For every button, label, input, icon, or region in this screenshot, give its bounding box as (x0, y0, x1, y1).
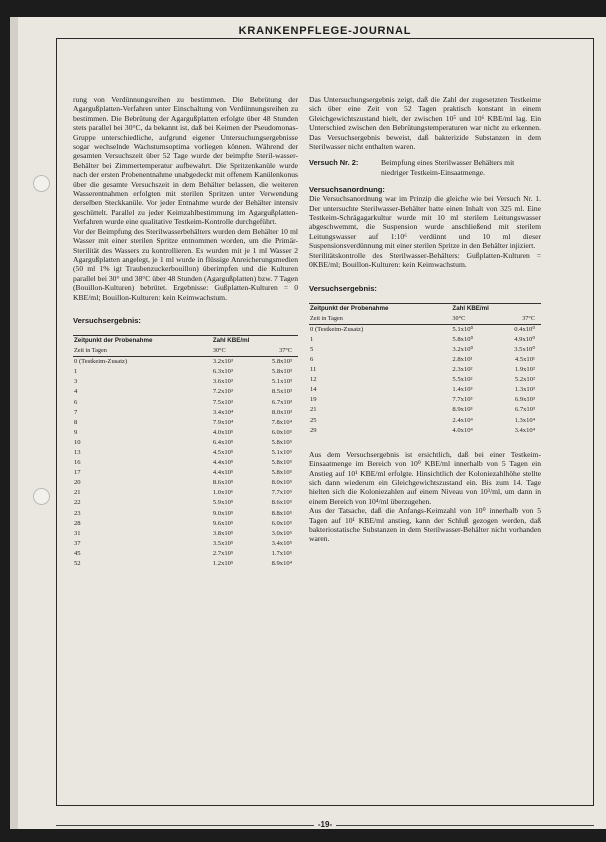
cell-days: 6 (74, 398, 78, 406)
cell-30c: 3.6x10³ (212, 378, 233, 386)
table-row (309, 335, 541, 345)
cell-days: 23 (74, 509, 81, 517)
setup-heading: Versuchsanordnung: (309, 185, 385, 195)
cell-days: 0 (Testkeim-Zusatz) (74, 358, 128, 366)
cell-37c: 8.9x10⁴ (271, 560, 292, 567)
page-number (56, 820, 594, 829)
table-header-days: Zeit in Tagen (73, 346, 212, 357)
cell-30c: 8.6x10⁵ (212, 479, 234, 487)
cell-days: 16 (74, 459, 81, 467)
cell-30c: 2.4x10⁴ (452, 416, 473, 424)
cell-30c: 3.2x10⁰ (452, 345, 474, 353)
cell-37c: 6.0x10⁵ (271, 428, 292, 436)
cell-days: 12 (310, 376, 317, 384)
table-row (73, 357, 298, 368)
table-header-days: Zeit in Tagen (309, 314, 451, 325)
cell-30c: 5.1x10⁰ (452, 325, 474, 333)
cell-37c: 8.6x10⁵ (271, 499, 292, 507)
cell-37c: 4.9x10⁰ (514, 335, 535, 343)
cell-37c: 4.5x10¹ (514, 355, 535, 363)
cell-days: 0 (Testkeim-Zusatz) (310, 325, 364, 333)
table-row (309, 405, 541, 415)
cell-30c: 8.9x10³ (452, 406, 473, 414)
experiment-label: Versuch Nr. 2: (309, 158, 359, 168)
cell-30c: 5.8x10⁰ (452, 335, 474, 343)
table-row (73, 488, 298, 498)
table-header-37c: 37°C (251, 346, 298, 357)
cell-30c: 7.5x10³ (212, 398, 233, 406)
paragraph: Aus der Tatsache, daß die Anfangs-Keimzahl von 10⁰ innerhalb von 5 Tagen auf 10¹ KBE/ml anstieg, kann der Schluß gezogen werden, daß bakteriostatische Substanzen in dem Sterilwasser-Behälter nicht vorhanden waren. (309, 506, 541, 544)
cell-37c: 8.0x10⁵ (271, 479, 292, 487)
paragraph: Das Untersuchungsergebnis zeigt, daß die Zahl der zugesetzten Testkeime sich über eine Zeit von 52 Tagen praktisch konstant in einem Gleichgewichtszustand hielt, der zwischen 10⁵ und 10⁶ KBE/ml lag. Ein Unterschied zwischen den Bebrütungstemperaturen war nicht zu erkennen. Das Versuchsergebnis beweist, daß bakterizide Substanzen in dem Sterilwasser nicht enthalten waren. (309, 95, 541, 152)
cell-30c: 5.5x10² (452, 376, 473, 384)
result-heading: Versuchsergebnis: (73, 315, 141, 325)
cell-30c: 1.4x10³ (452, 386, 473, 394)
cell-days: 37 (74, 539, 81, 547)
cell-days: 1 (74, 368, 78, 376)
previous-page-edge (10, 17, 18, 829)
cell-days: 3 (74, 378, 78, 386)
cell-37c: 0.4x10⁰ (514, 325, 535, 333)
cell-30c: 6.4x10⁵ (212, 438, 234, 446)
table-row (73, 377, 298, 387)
cell-days: 52 (74, 560, 81, 567)
table-row (73, 408, 298, 418)
cell-days: 5 (310, 345, 314, 353)
table-header-30c: 30°C (212, 346, 251, 357)
cell-37c: 5.1x10⁵ (271, 448, 292, 456)
table-header-37c: 37°C (492, 314, 541, 325)
cell-37c: 6.7x10³ (271, 398, 292, 406)
table-row (309, 385, 541, 395)
cell-30c: 4.0x10⁴ (452, 426, 473, 434)
table-row (309, 324, 541, 335)
cell-37c: 5.8x10⁵ (271, 438, 292, 446)
table-row (73, 478, 298, 488)
table-row (309, 375, 541, 385)
cell-30c: 5.9x10⁵ (212, 499, 234, 507)
journal-title: KRANKENPFLEGE-JOURNAL (238, 25, 412, 37)
table-row (309, 365, 541, 375)
table-header-time: Zeitpunkt der Probenahme (309, 303, 451, 314)
cell-days: 11 (310, 366, 317, 374)
cell-30c: 3.5x10⁵ (212, 539, 234, 547)
cell-30c: 1.0x10⁶ (212, 489, 234, 497)
cell-days: 21 (74, 489, 81, 497)
cell-37c: 8.5x10³ (271, 388, 292, 396)
cell-37c: 6.9x10³ (514, 396, 535, 404)
cell-37c: 7.8x10⁴ (271, 418, 292, 426)
paragraph: Sterilitätskontrolle des Sterilwasser-Behälters: Gußplatten-Kulturen = 0KBE/ml; Bouillon-Kulturen: kein Keimwachstum. (309, 250, 541, 270)
cell-30c: 7.7x10³ (452, 396, 473, 404)
table-row (73, 539, 298, 549)
table-row (73, 418, 298, 428)
binder-hole (33, 175, 50, 192)
cell-days: 45 (74, 549, 81, 557)
cell-30c: 2.8x10¹ (452, 355, 473, 363)
cell-days: 13 (74, 448, 81, 456)
cell-days: 6 (310, 355, 314, 363)
result-table-body (309, 324, 541, 436)
binder-hole (33, 488, 50, 505)
table-row (73, 398, 298, 408)
table-row (309, 355, 541, 365)
cell-30c: 3.2x10³ (212, 358, 233, 366)
cell-30c: 9.0x10⁵ (212, 509, 234, 517)
cell-30c: 4.5x10⁵ (212, 448, 234, 456)
table-row (73, 549, 298, 559)
result-table-2 (309, 303, 541, 436)
cell-30c: 3.4x10⁴ (212, 408, 234, 416)
cell-days: 17 (74, 469, 81, 477)
experiment-description: Beimpfung eines Sterilwasser Behälters mit niedriger Testkeim-Einsaatmenge. (381, 158, 515, 177)
table-row (309, 395, 541, 405)
paragraph: Die Versuchsanordnung war im Prinzip die gleiche wie bei Versuch Nr. 1. Der untersuchte Sterilwasser-Behälter hatte einen Inhalt von 325 ml. Eine Testkeim-Schrägagarkultur wurde mit 10 ml sterilem Leitungswasser abgeschwemmt, die Suspension wurde anschließend mit sterilem Leitungswasser auf 1:10⁶ verdünnt und 10 ml dieser Suspensionsverdünnung mit einer sterilen Spritze in den Behälter injiziert. (309, 194, 541, 251)
cell-30c: 6.3x10³ (212, 368, 233, 376)
table-row (73, 448, 298, 458)
cell-37c: 5.8x10³ (271, 358, 292, 366)
table-row (73, 559, 298, 569)
cell-37c: 6.7x10³ (514, 406, 535, 414)
cell-days: 19 (310, 396, 317, 404)
paragraph: rung von Verdünnungsreihen zu bestimmen. Die Bebrütung der Agargußplatten-Verfahren unter Einschaltung von Verdünnungsreihen zu bestimmen. Die Bebrütung der Agargußplatten erfolgte über 48 Stunden stets parallel bei 30°C, da bekannt ist, daß bei Keimen der Pseudomonas-Gruppe unterschiedliche, aufgrund eigener Untersuchungsergebnisse sogar wechselnde Wachstumsoptima vorliegen können. Während der gesamten Versuchszeit über 52 Tage wurde der beimpfte Steril-wasser-Behälter bei Zimmertemperatur aufbewahrt. Die Spritzenkanüle wurde nach der ersten Probenentnahme unabgedeckt mit offenem Kanülenkonus über die gesamte Versuchszeit in dem Behälter belassen, die weiteren Wasserentnahmen erfolgten mit sterilen Spritzen unter Verwendung derselben Steckkanüle. Vor jeder Entnahme wurde der Behälter intensiv geschüttelt. Parallel zu jeder Keimzahlbestimmung im Agargußplatten-Verfahren wurde eine qualitative Testkeim-Kontrolle durchgeführt. (73, 95, 298, 227)
cell-30c: 3.8x10⁵ (212, 529, 234, 537)
cell-37c: 5.1x10³ (271, 378, 292, 386)
cell-30c: 2.3x10² (452, 366, 473, 374)
cell-30c: 4.4x10⁵ (212, 469, 234, 477)
cell-37c: 5.8x10³ (271, 368, 292, 376)
table-row (73, 519, 298, 529)
cell-37c: 5.8x10⁵ (271, 469, 292, 477)
cell-days: 31 (74, 529, 81, 537)
cell-days: 25 (310, 416, 317, 424)
page-number-text: -19- (314, 820, 336, 829)
result-table-1 (73, 335, 298, 569)
cell-days: 10 (74, 438, 81, 446)
cell-37c: 5.8x10⁵ (271, 459, 292, 467)
table-header-time: Zeitpunkt der Probenahme (73, 335, 212, 346)
table-row (73, 387, 298, 397)
table-row (73, 438, 298, 448)
table-header-30c: 30°C (451, 314, 491, 325)
cell-37c: 7.7x10⁵ (271, 489, 292, 497)
cell-days: 29 (310, 426, 317, 434)
cell-days: 14 (310, 386, 317, 394)
cell-days: 21 (310, 406, 317, 414)
cell-30c: 4.4x10⁵ (212, 459, 234, 467)
cell-37c: 5.2x10² (514, 376, 535, 384)
cell-days: 7 (74, 408, 78, 416)
cell-days: 9 (74, 428, 78, 436)
cell-37c: 3.4x10⁵ (271, 539, 292, 547)
cell-37c: 8.8x10⁵ (271, 509, 292, 517)
left-column (73, 95, 298, 569)
cell-30c: 1.2x10⁵ (212, 560, 234, 567)
table-row (73, 458, 298, 468)
cell-37c: 1.9x10² (514, 366, 535, 374)
cell-days: 28 (74, 519, 81, 527)
cell-37c: 6.0x10⁵ (271, 519, 292, 527)
paragraph: Vor der Beimpfung des Sterilwasserbehälters wurden dem Behälter 10 ml Wasser mit einer sterilen Spritze entnommen worden, um die Primär-Sterilität des Wassers zu kontrollieren. Es wurden mit je 1 ml Wasser 2 Agargußplatten angelegt, je 1 ml wurde in flüssige Anreicherungsmedien (50 ml 1% igt Traubenzuckerbouillon) überimpfen und die Kulturen parallel bei 30° und 38°C über 48 Stunden (Agargußplatten) bzw. 7 Tagen (Bouillon-Kulturen) bebrütet. Ergebnisse: Gußplatten-Kulturen = 0 KBE/ml; Bouillon-Kulturen: kein Keimwachstum. (73, 226, 298, 302)
experiment-title (309, 158, 541, 177)
cell-days: 8 (74, 418, 78, 426)
table-row (73, 529, 298, 539)
cell-37c: 1.3x10³ (514, 386, 535, 394)
cell-days: 4 (74, 388, 78, 396)
cell-days: 20 (74, 479, 81, 487)
cell-37c: 1.3x10⁴ (514, 416, 535, 424)
cell-37c: 3.5x10⁰ (514, 345, 535, 353)
cell-37c: 1.7x10⁵ (271, 549, 292, 557)
cell-37c: 3.0x10⁵ (271, 529, 292, 537)
result-heading: Versuchsergebnis: (309, 283, 377, 293)
cell-37c: 3.4x10⁴ (514, 426, 535, 434)
cell-37c: 8.0x10³ (271, 408, 292, 416)
table-row (73, 498, 298, 508)
table-row (73, 367, 298, 377)
table-row (73, 509, 298, 519)
table-row (73, 428, 298, 438)
cell-30c: 2.7x10⁵ (212, 549, 234, 557)
cell-30c: 7.2x10³ (212, 388, 233, 396)
cell-30c: 4.0x10⁵ (212, 428, 234, 436)
cell-days: 1 (310, 335, 314, 343)
paragraph: Aus dem Versuchsergebnis ist ersichtlich, daß bei einer Testkeim-Einsaatmenge im Bereich von 10⁰ KBE/ml innerhalb von 5 Tagen ein Anstieg auf 10¹ KBE/ml erfolgte. Hinsichtlich der Koloniezahlhöhe stellte sich dann wiederum ein Gleichgewichtszustand ein. Bis zum 14. Tage hielten sich die Koloniezahlen auf einem Niveau von 10³/ml, um dann in einem Bereich von 10⁴/ml überzugehen. (309, 449, 541, 506)
table-row (73, 468, 298, 478)
table-header-count: Zahl KBE/ml (212, 335, 298, 346)
cell-30c: 7.9x10⁴ (212, 418, 234, 426)
table-row (309, 345, 541, 355)
table-header-count: Zahl KBE/ml (451, 303, 541, 314)
table-row (309, 416, 541, 426)
result-table-body (73, 357, 298, 569)
cell-days: 22 (74, 499, 81, 507)
cell-30c: 9.6x10⁵ (212, 519, 234, 527)
right-column (309, 95, 541, 544)
table-row (309, 426, 541, 436)
